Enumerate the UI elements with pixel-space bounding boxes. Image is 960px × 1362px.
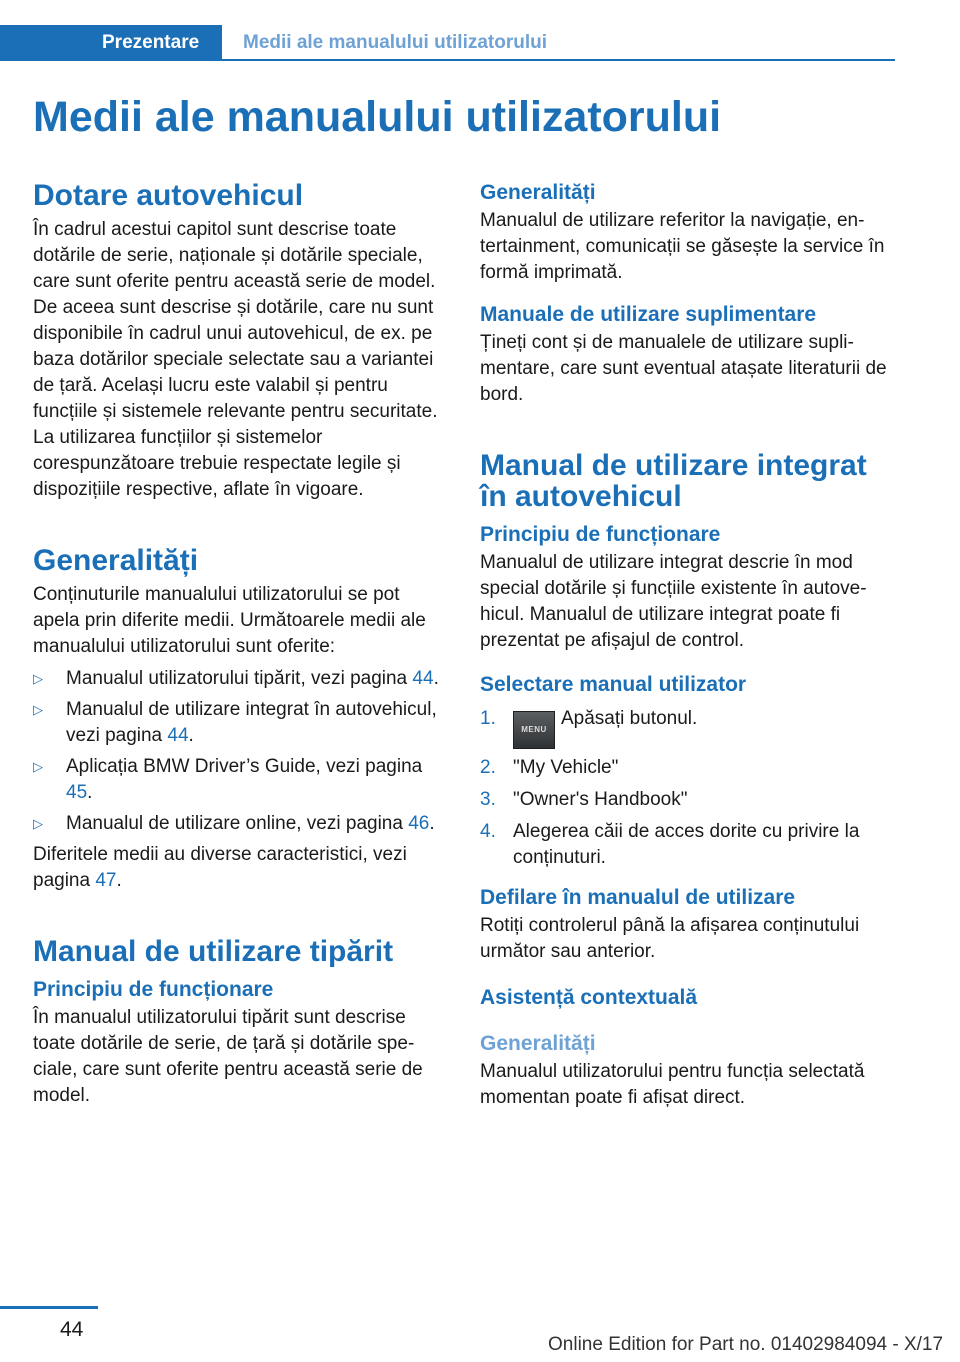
- steps-list: [480, 706, 900, 871]
- page-number: 44: [60, 1318, 84, 1341]
- right-column: [480, 180, 900, 1111]
- triangle-bullet-icon: ▷: [33, 671, 43, 686]
- integrat-title: Manual de utilizare integrat în autovehicul: [480, 449, 867, 513]
- list-item-text: Manualul de utilizare integrat în autovehicul, vezi pagina: [66, 699, 437, 746]
- list-item: [480, 819, 900, 871]
- tab-medii[interactable]: Medii ale manualului utilizatorului: [243, 32, 548, 53]
- media-note: Diferitele medii au diverse caracteristici, vezi pagina 47.: [33, 844, 407, 891]
- triangle-bullet-icon: ▷: [33, 702, 43, 717]
- list-item: [480, 787, 900, 813]
- list-item-text: Manualul de utilizare online, vezi pagina: [66, 813, 409, 834]
- generalitati-title: Generalități: [480, 181, 596, 204]
- triangle-bullet-icon: ▷: [33, 816, 43, 831]
- step-number: 4.: [480, 821, 496, 842]
- list-item: ▷ Manualul de utilizare integrat în autovehicul, vezi pagina 44.: [33, 699, 437, 746]
- defilare-text: Rotiți controlerul până la afișarea conținutului următor sau anterior.: [480, 915, 860, 962]
- list-item: [480, 755, 900, 781]
- step-text: Alegerea căii de acces dorite cu privire la conținuturi.: [513, 821, 860, 868]
- list-item: [480, 706, 900, 749]
- list-item-text: Manualul utilizatorului tipărit, vezi pagina: [66, 668, 413, 689]
- step-text: "Owner's Handbook": [513, 789, 688, 810]
- section-dotare-text: În cadrul acestui capitol sunt descrise toate dotările de serie, naționale și dotările speciale, care sunt oferite pentru această serie de model. De aceea sunt descrise și dotările, care nu sunt disponibile în cadrul unui autovehicul, de ex. pe baza dotărilor speciale selectate sau a variantei de țară. Același lucru este valabil și pentru funcțiile și sistemele relevante pentru securitate. La utilizarea funcțiilor și sistemelor corespunzătoare trebuie respectate legile și dispozițiile respective, aflate în vigoare.: [33, 219, 438, 500]
- defilare-title: Defilare în manualul de utilizare: [480, 886, 796, 909]
- step-number: 3.: [480, 789, 496, 810]
- page-link[interactable]: 44: [167, 725, 189, 746]
- section-dotare-title: Dotare autovehicul: [33, 179, 304, 212]
- list-item: ▷ Manualul utilizatorului tipărit, vezi pagina 44.: [33, 666, 443, 692]
- header-rule: [0, 59, 895, 61]
- edition-text: Online Edition for Part no. 01402984094 - X/17: [548, 1334, 944, 1355]
- page-title: Medii ale manualului utilizatorului: [33, 93, 722, 141]
- page-link[interactable]: 47: [95, 870, 117, 891]
- asistenta-subtitle: Generalități: [480, 1032, 596, 1055]
- integrat-text: Manualul de utilizare integrat descrie în mod special dotările și funcțiile existente în autovehicul. Manualul de utilizare integrat poate fi prezentat pe afișajul de control.: [480, 552, 867, 651]
- list-item-text: Aplicația BMW Driver’s Guide, vezi pagina: [66, 756, 423, 777]
- page-link[interactable]: 46: [408, 813, 430, 834]
- asistenta-text: Manualul utilizatorului pentru funcția selectată momentan poate fi afișat direct.: [480, 1061, 865, 1108]
- asistenta-title: Asistență contextuală: [480, 986, 698, 1009]
- suplimentare-text: Țineți cont și de manualele de utilizare suplimentare, care sunt eventual atașate literaturii de bord.: [480, 332, 887, 405]
- list-item: ▷ Aplicația BMW Driver’s Guide, vezi pagina 45.: [33, 756, 423, 803]
- menu-button-icon: MENU: [513, 711, 555, 749]
- generalitati-text: Manualul de utilizare referitor la navigație, entertainment, comunicații se găsește la service în formă imprimată.: [480, 210, 885, 283]
- section-generalitati-title: Generalități: [33, 544, 199, 577]
- media-note-text: Diferitele medii au diverse caracteristici, vezi pagina: [33, 844, 407, 891]
- header-tabs: [0, 25, 895, 61]
- section-tiparit-title: Manual de utilizare tipărit: [33, 935, 394, 968]
- tab-prezentare[interactable]: Prezentare: [0, 25, 222, 61]
- section-tiparit-text: În manualul utilizatorului tipărit sunt descrise toate dotările de serie, de țară și dotările speciale, care sunt oferite pentru această serie de model.: [33, 1007, 423, 1106]
- media-list: [33, 666, 443, 837]
- step-text: Apăsați butonul.: [561, 708, 698, 729]
- integrat-subtitle: Principiu de funcționare: [480, 523, 721, 546]
- left-column: [33, 180, 443, 1109]
- page-link[interactable]: 44: [412, 668, 434, 689]
- list-item: ▷ Manualul de utilizare online, vezi pagina 46.: [33, 811, 443, 837]
- step-text: "My Vehicle": [513, 757, 619, 778]
- section-tiparit-subtitle: Principiu de funcționare: [33, 978, 274, 1001]
- selectare-title: Selectare manual utilizator: [480, 673, 747, 696]
- suplimentare-title: Manuale de utilizare suplimentare: [480, 303, 817, 326]
- section-generalitati-text: Conținuturile manualului utilizatorului se pot apela prin diferite medii. Următoarele medii ale manualului utilizatorului sunt oferite:: [33, 584, 426, 657]
- step-number: 2.: [480, 757, 496, 778]
- page-link[interactable]: 45: [66, 782, 88, 803]
- triangle-bullet-icon: ▷: [33, 759, 43, 774]
- footer-rule: [0, 1306, 98, 1309]
- step-number: 1.: [480, 708, 496, 729]
